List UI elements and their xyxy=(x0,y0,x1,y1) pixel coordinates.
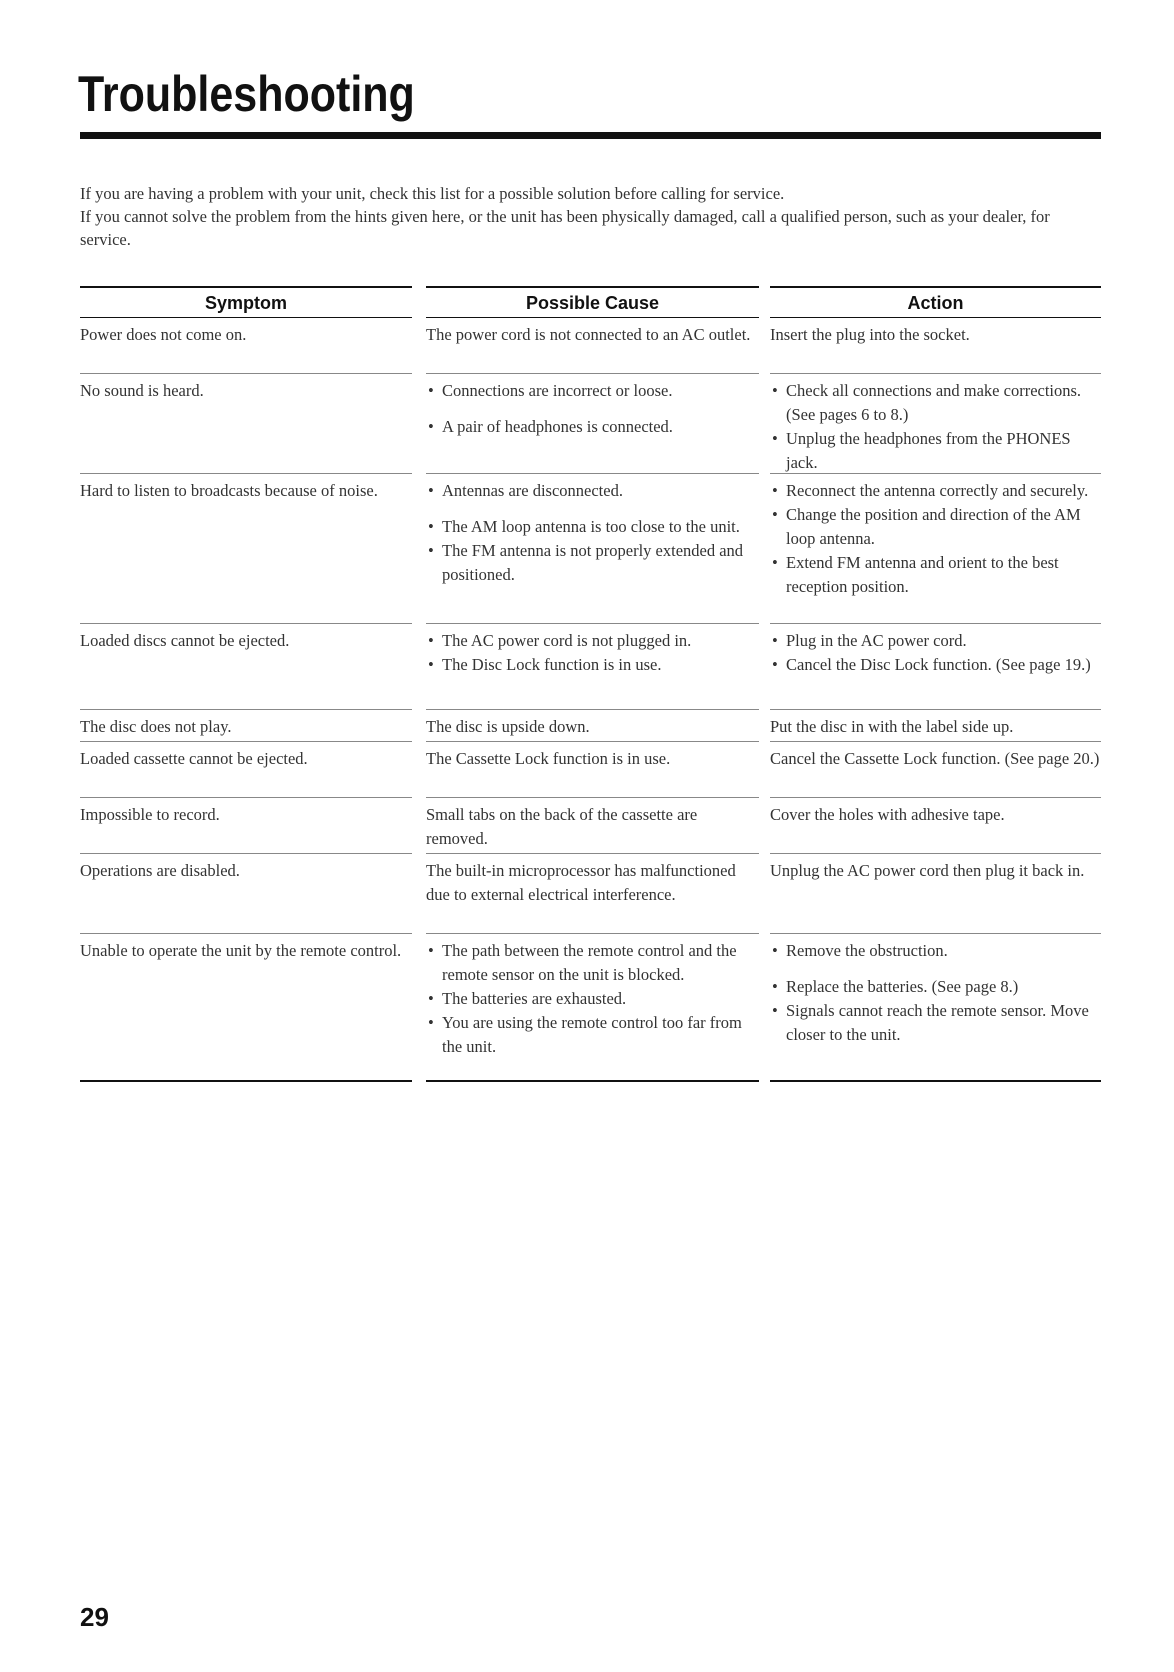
cause-cell xyxy=(426,798,759,854)
intro-text xyxy=(80,182,1100,251)
action-item xyxy=(770,479,1101,503)
title-rule xyxy=(80,132,1101,139)
cause-cell xyxy=(426,474,759,624)
action-cell xyxy=(770,798,1101,854)
action-text: Extend FM antenna and orient to the best reception position. xyxy=(786,553,1059,596)
symptom-text: Loaded cassette cannot be ejected. xyxy=(80,749,308,768)
bullet-icon: • xyxy=(428,941,434,960)
action-text: Reconnect the antenna correctly and securely. xyxy=(786,481,1089,500)
symptom-text: Unable to operate the unit by the remote control. xyxy=(80,941,402,960)
bullet-icon: • xyxy=(428,381,434,400)
bullet-icon: • xyxy=(428,1013,434,1032)
action-item xyxy=(770,975,1101,999)
cause-item xyxy=(426,515,759,539)
cause-item xyxy=(426,987,759,1011)
cause-item xyxy=(426,629,759,653)
cause-text: Small tabs on the back of the cassette are removed. xyxy=(426,805,698,848)
action-cell xyxy=(770,318,1101,374)
bullet-icon: • xyxy=(428,655,434,674)
cause-cell xyxy=(426,624,759,710)
action-column xyxy=(770,286,1101,1044)
bullet-icon: • xyxy=(428,541,434,560)
symptom-text: Impossible to record. xyxy=(80,805,220,824)
symptom-cell xyxy=(80,710,412,742)
bullet-icon: • xyxy=(428,631,434,650)
action-item xyxy=(770,653,1101,677)
cause-text: The disc is upside down. xyxy=(426,717,590,736)
action-cell xyxy=(770,710,1101,742)
action-text: Insert the plug into the socket. xyxy=(770,325,970,344)
action-cell xyxy=(770,624,1101,710)
action-text: Unplug the headphones from the PHONES jack. xyxy=(786,429,1071,472)
action-cell xyxy=(770,474,1101,624)
cause-item xyxy=(426,1011,759,1059)
symptom-text: Power does not come on. xyxy=(80,325,247,344)
cause-cell xyxy=(426,854,759,934)
symptom-cell xyxy=(80,474,412,624)
symptom-text: The disc does not play. xyxy=(80,717,232,736)
symptom-text: Loaded discs cannot be ejected. xyxy=(80,631,290,650)
symptom-column xyxy=(80,286,412,960)
action-cell xyxy=(770,934,1101,1082)
bullet-icon: • xyxy=(428,989,434,1008)
cause-text: You are using the remote control too far from the unit. xyxy=(442,1013,742,1056)
bullet-icon: • xyxy=(772,941,778,960)
bullet-icon: • xyxy=(772,381,778,400)
bullet-icon: • xyxy=(772,429,778,448)
bullet-icon: • xyxy=(772,553,778,572)
cause-item xyxy=(426,379,759,403)
action-item xyxy=(770,427,1101,475)
action-text: Remove the obstruction. xyxy=(786,941,948,960)
cause-text: The AC power cord is not plugged in. xyxy=(442,631,692,650)
bullet-icon: • xyxy=(772,1001,778,1020)
action-item xyxy=(770,503,1101,551)
action-text: Change the position and direction of the AM loop antenna. xyxy=(786,505,1081,548)
cause-item xyxy=(426,653,759,677)
action-text: Cover the holes with adhesive tape. xyxy=(770,805,1005,824)
symptom-cell xyxy=(80,854,412,934)
action-cell xyxy=(770,854,1101,934)
symptom-text: Operations are disabled. xyxy=(80,861,240,880)
action-item xyxy=(770,551,1101,599)
cause-item xyxy=(426,479,759,503)
symptom-cell xyxy=(80,318,412,374)
cause-text: The AM loop antenna is too close to the unit. xyxy=(442,517,740,536)
bullet-icon: • xyxy=(428,517,434,536)
action-cell xyxy=(770,374,1101,474)
symptom-header: Symptom xyxy=(80,286,412,318)
cause-text: The power cord is not connected to an AC outlet. xyxy=(426,325,751,344)
action-item xyxy=(770,939,1101,963)
cause-column xyxy=(426,286,759,1056)
bullet-icon: • xyxy=(428,481,434,500)
symptom-cell xyxy=(80,934,412,1082)
cause-text: A pair of headphones is connected. xyxy=(442,417,673,436)
cause-text: The Disc Lock function is in use. xyxy=(442,655,662,674)
cause-cell xyxy=(426,710,759,742)
cause-item xyxy=(426,939,759,987)
cause-item xyxy=(426,415,759,439)
page-title: Troubleshooting xyxy=(78,66,415,122)
symptom-cell xyxy=(80,374,412,474)
action-text: Cancel the Cassette Lock function. (See page 20.) xyxy=(770,749,1100,768)
symptom-cell xyxy=(80,742,412,798)
action-text: Check all connections and make corrections. (See pages 6 to 8.) xyxy=(786,381,1082,424)
symptom-cell xyxy=(80,624,412,710)
bullet-icon: • xyxy=(772,977,778,996)
bullet-icon: • xyxy=(772,655,778,674)
cause-item xyxy=(426,539,759,587)
bullet-icon: • xyxy=(772,481,778,500)
cause-text: The batteries are exhausted. xyxy=(442,989,627,1008)
cause-header: Possible Cause xyxy=(426,286,759,318)
cause-text: Antennas are disconnected. xyxy=(442,481,623,500)
cause-text: The Cassette Lock function is in use. xyxy=(426,749,671,768)
action-text: Replace the batteries. (See page 8.) xyxy=(786,977,1019,996)
action-header: Action xyxy=(770,286,1101,318)
cause-text: The FM antenna is not properly extended and positioned. xyxy=(442,541,744,584)
bullet-icon: • xyxy=(428,417,434,436)
cause-text: The built-in microprocessor has malfunctioned due to external electrical interference. xyxy=(426,861,736,904)
action-text: Put the disc in with the label side up. xyxy=(770,717,1014,736)
action-item xyxy=(770,999,1101,1047)
cause-cell xyxy=(426,318,759,374)
cause-cell xyxy=(426,934,759,1082)
symptom-text: No sound is heard. xyxy=(80,381,204,400)
cause-text: Connections are incorrect or loose. xyxy=(442,381,673,400)
intro-paragraph: If you cannot solve the problem from the hints given here, or the unit has been physically damaged, call a qualified person, such as your dealer, for service. xyxy=(80,207,1050,249)
action-cell xyxy=(770,742,1101,798)
bullet-icon: • xyxy=(772,631,778,650)
cause-text: The path between the remote control and the remote sensor on the unit is blocked. xyxy=(442,941,737,984)
page-number: 29 xyxy=(80,1602,109,1632)
symptom-text: Hard to listen to broadcasts because of noise. xyxy=(80,481,378,500)
action-text: Signals cannot reach the remote sensor. Move closer to the unit. xyxy=(786,1001,1089,1044)
intro-paragraph: If you are having a problem with your unit, check this list for a possible solution before calling for service. xyxy=(80,184,785,203)
symptom-cell xyxy=(80,798,412,854)
cause-cell xyxy=(426,742,759,798)
action-text: Unplug the AC power cord then plug it back in. xyxy=(770,861,1085,880)
action-text: Plug in the AC power cord. xyxy=(786,631,967,650)
action-text: Cancel the Disc Lock function. (See page 19.) xyxy=(786,655,1091,674)
bullet-icon: • xyxy=(772,505,778,524)
action-item xyxy=(770,379,1101,427)
cause-cell xyxy=(426,374,759,474)
action-item xyxy=(770,629,1101,653)
